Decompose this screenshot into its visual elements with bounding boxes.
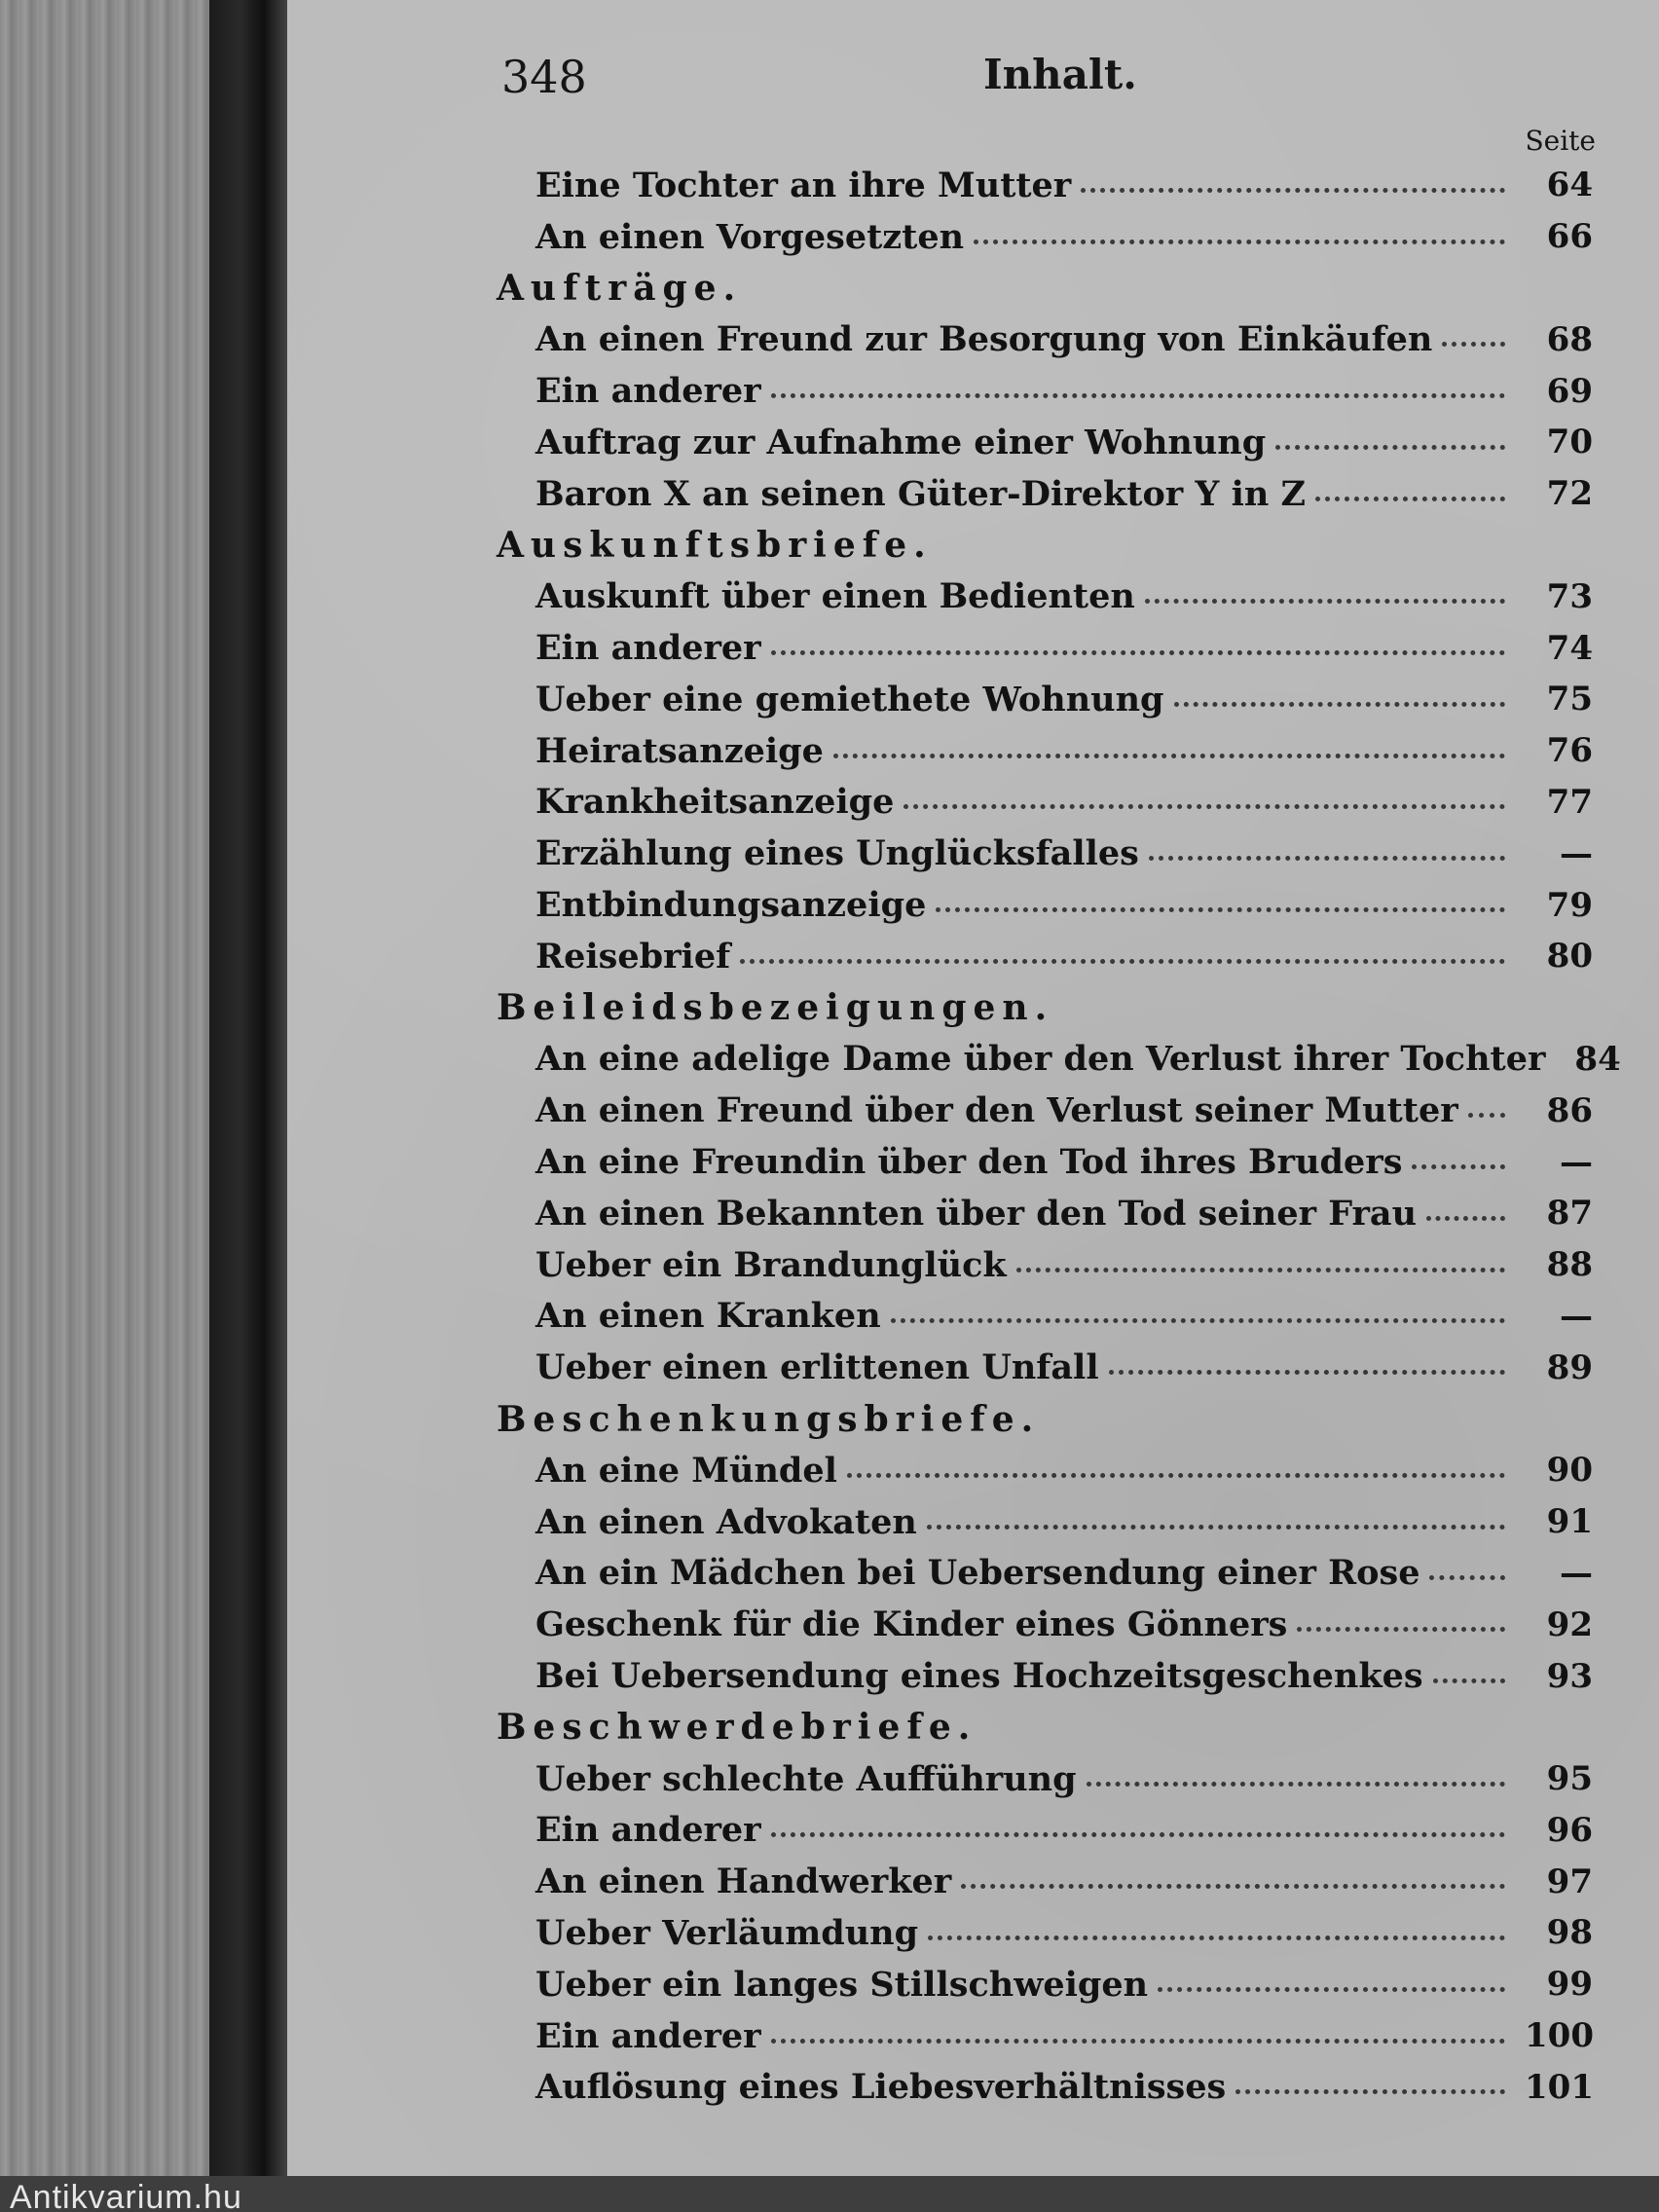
toc-entry — [0, 1496, 1659, 1548]
entry-title: Bei Uebersendung eines Hochzeitsgeschenkes — [535, 1656, 1423, 1696]
entry-title: Ein anderer — [535, 2015, 761, 2056]
toc-entry — [0, 1342, 1659, 1393]
dot-leader — [1468, 1103, 1505, 1118]
toc-entry — [0, 160, 1659, 211]
toc-entry — [0, 1445, 1659, 1496]
toc-section-heading — [0, 982, 1659, 1034]
entry-page-number: 100 — [1525, 2016, 1594, 2056]
toc-entry — [0, 1805, 1659, 1857]
entry-title: Ueber Verläumdung — [535, 1912, 919, 1953]
entry-page-number: 84 — [1574, 1039, 1621, 1079]
entry-title: Entbindungsanzeige — [535, 885, 927, 926]
section-title: Beschenkungsbriefe. — [497, 1398, 1041, 1440]
toc-entry — [0, 468, 1659, 520]
toc-entry — [0, 1650, 1659, 1702]
entry-page-number: — — [1560, 1142, 1593, 1182]
section-title: Auskunftsbriefe. — [497, 524, 933, 566]
toc-section-heading — [0, 263, 1659, 314]
entry-title: An eine Mündel — [535, 1450, 837, 1491]
entry-title: An eine Freundin über den Tod ihres Bruders — [535, 1142, 1403, 1183]
dot-leader — [1429, 1566, 1505, 1580]
entry-page-number: 93 — [1546, 1656, 1593, 1696]
dot-leader — [1149, 846, 1505, 861]
toc-entry — [0, 2061, 1659, 2113]
toc-entry — [0, 1856, 1659, 1907]
entry-page-number: 77 — [1546, 782, 1593, 822]
entry-title: Krankheitsanzeige — [535, 782, 895, 823]
dot-leader — [1087, 1772, 1505, 1787]
entry-page-number: 95 — [1546, 1759, 1593, 1799]
toc-entry — [0, 1907, 1659, 1959]
dot-leader — [1145, 589, 1505, 604]
dot-leader — [771, 384, 1505, 398]
entry-title: An einen Advokaten — [535, 1501, 917, 1542]
toc-entry — [0, 828, 1659, 879]
entry-page-number: 73 — [1546, 576, 1593, 616]
entry-title: Auftrag zur Aufnahme einer Wohnung — [535, 422, 1267, 462]
entry-title: Erzählung eines Unglücksfalles — [535, 833, 1139, 874]
column-label-seite: Seite — [1525, 125, 1596, 157]
entry-title: Eine Tochter an ihre Mutter — [535, 165, 1072, 205]
entry-title: Ein anderer — [535, 1810, 761, 1851]
toc-entry — [0, 313, 1659, 365]
toc-entry — [0, 1085, 1659, 1136]
entry-title: Ueber einen erlittenen Unfall — [535, 1347, 1099, 1388]
entry-page-number: 98 — [1546, 1913, 1593, 1953]
entry-page-number: 101 — [1525, 2067, 1594, 2107]
dot-leader — [928, 1926, 1505, 1940]
toc-section-heading — [0, 520, 1659, 571]
entry-page-number: 64 — [1546, 166, 1593, 205]
dot-leader — [1412, 1155, 1505, 1169]
dot-leader — [1235, 2080, 1505, 2094]
toc-entry — [0, 931, 1659, 982]
toc-entry — [0, 417, 1659, 468]
toc-entry — [0, 1959, 1659, 2010]
dot-leader — [1297, 1617, 1505, 1632]
toc-entry — [0, 674, 1659, 725]
toc-entry — [0, 622, 1659, 674]
entry-title: Ueber ein langes Stillschweigen — [535, 1964, 1149, 2005]
entry-title: Heiratsanzeige — [535, 730, 824, 771]
entry-title: Baron X an seinen Güter-Direktor Y in Z — [535, 473, 1307, 514]
dot-leader — [1426, 1206, 1505, 1221]
entry-page-number: 88 — [1546, 1245, 1593, 1285]
dot-leader — [936, 898, 1505, 912]
entry-page-number: 92 — [1546, 1604, 1593, 1644]
toc-section-heading — [0, 1702, 1659, 1753]
entry-title: An einen Bekannten über den Tod seiner Frau — [535, 1193, 1418, 1234]
table-of-contents — [0, 160, 1659, 2113]
entry-page-number: 90 — [1546, 1451, 1593, 1491]
entry-title: Ueber schlechte Aufführung — [535, 1758, 1077, 1799]
toc-entry — [0, 1239, 1659, 1291]
entry-title: Ein anderer — [535, 371, 761, 412]
section-title: Aufträge. — [497, 267, 743, 309]
entry-page-number: 74 — [1546, 628, 1593, 668]
toc-entry — [0, 365, 1659, 417]
toc-entry — [0, 777, 1659, 829]
dot-leader — [771, 641, 1505, 655]
entry-page-number: 91 — [1546, 1502, 1593, 1542]
entry-page-number: 70 — [1546, 423, 1593, 462]
dot-leader — [1442, 332, 1505, 347]
toc-entry — [0, 1753, 1659, 1805]
dot-leader — [1275, 435, 1505, 450]
entry-page-number: 69 — [1546, 371, 1593, 411]
entry-page-number: 80 — [1546, 937, 1593, 977]
toc-entry — [0, 571, 1659, 622]
entry-page-number: — — [1560, 833, 1593, 873]
entry-title: Ein anderer — [535, 628, 761, 669]
entry-page-number: 75 — [1546, 680, 1593, 719]
page-number: 348 — [501, 51, 587, 103]
page-title: Inhalt. — [983, 51, 1137, 98]
toc-entry — [0, 1034, 1659, 1086]
entry-title: An einen Handwerker — [535, 1862, 952, 1902]
entry-title: Ueber ein Brandunglück — [535, 1244, 1007, 1285]
toc-entry — [0, 1188, 1659, 1239]
bottom-bar — [0, 2176, 1659, 2212]
entry-title: Ueber eine gemiethete Wohnung — [535, 679, 1164, 719]
entry-page-number: 89 — [1546, 1347, 1593, 1387]
entry-title: An eine adelige Dame über den Verlust ihrer Tochter — [535, 1039, 1546, 1080]
entry-title: An einen Vorgesetzten — [535, 216, 965, 257]
toc-entry — [0, 725, 1659, 777]
toc-entry — [0, 211, 1659, 263]
dot-leader — [903, 794, 1505, 809]
dot-leader — [1315, 487, 1505, 501]
toc-entry — [0, 1599, 1659, 1650]
section-title: Beschwerdebriefe. — [497, 1707, 977, 1749]
dot-leader — [833, 744, 1505, 758]
entry-page-number: 87 — [1546, 1194, 1593, 1234]
dot-leader — [1158, 1977, 1505, 1992]
toc-entry — [0, 1548, 1659, 1600]
entry-title: Reisebrief — [535, 936, 731, 977]
watermark: Antikvarium.hu — [10, 2179, 242, 2212]
entry-title: An ein Mädchen bei Uebersendung einer Rose — [535, 1553, 1420, 1594]
dot-leader — [771, 2029, 1505, 2044]
dot-leader — [1109, 1360, 1505, 1375]
entry-page-number: 97 — [1546, 1862, 1593, 1901]
entry-page-number: 68 — [1546, 319, 1593, 359]
dot-leader — [927, 1515, 1505, 1530]
toc-entry — [0, 2010, 1659, 2062]
section-title: Beileidsbezeigungen. — [497, 987, 1054, 1029]
toc-section-heading — [0, 1393, 1659, 1445]
dot-leader — [1433, 1669, 1505, 1683]
entry-page-number: 96 — [1546, 1810, 1593, 1850]
entry-page-number: 86 — [1546, 1090, 1593, 1130]
dot-leader — [1016, 1258, 1505, 1272]
entry-page-number: 79 — [1546, 885, 1593, 925]
toc-entry — [0, 1291, 1659, 1343]
entry-title: An einen Freund zur Besorgung von Einkäufen — [535, 319, 1433, 360]
dot-leader — [847, 1463, 1505, 1478]
entry-page-number: — — [1560, 1553, 1593, 1593]
entry-page-number: 99 — [1546, 1965, 1593, 2005]
dot-leader — [1174, 692, 1505, 707]
entry-page-number: 72 — [1546, 474, 1593, 514]
toc-entry — [0, 879, 1659, 931]
dot-leader — [740, 949, 1505, 964]
dot-leader — [961, 1874, 1505, 1889]
entry-page-number: — — [1560, 1296, 1593, 1336]
entry-page-number: 66 — [1546, 217, 1593, 257]
entry-title: Auskunft über einen Bedienten — [535, 576, 1135, 617]
dot-leader — [974, 230, 1505, 244]
entry-page-number: 76 — [1546, 731, 1593, 771]
entry-title: Geschenk für die Kinder eines Gönners — [535, 1604, 1288, 1645]
dot-leader — [1081, 178, 1505, 193]
entry-title: An einen Kranken — [535, 1296, 881, 1337]
entry-title: An einen Freund über den Verlust seiner Mutter — [535, 1090, 1458, 1131]
dot-leader — [771, 1823, 1505, 1837]
entry-title: Auflösung eines Liebesverhältnisses — [535, 2067, 1227, 2108]
toc-entry — [0, 1136, 1659, 1188]
dot-leader — [891, 1309, 1505, 1323]
